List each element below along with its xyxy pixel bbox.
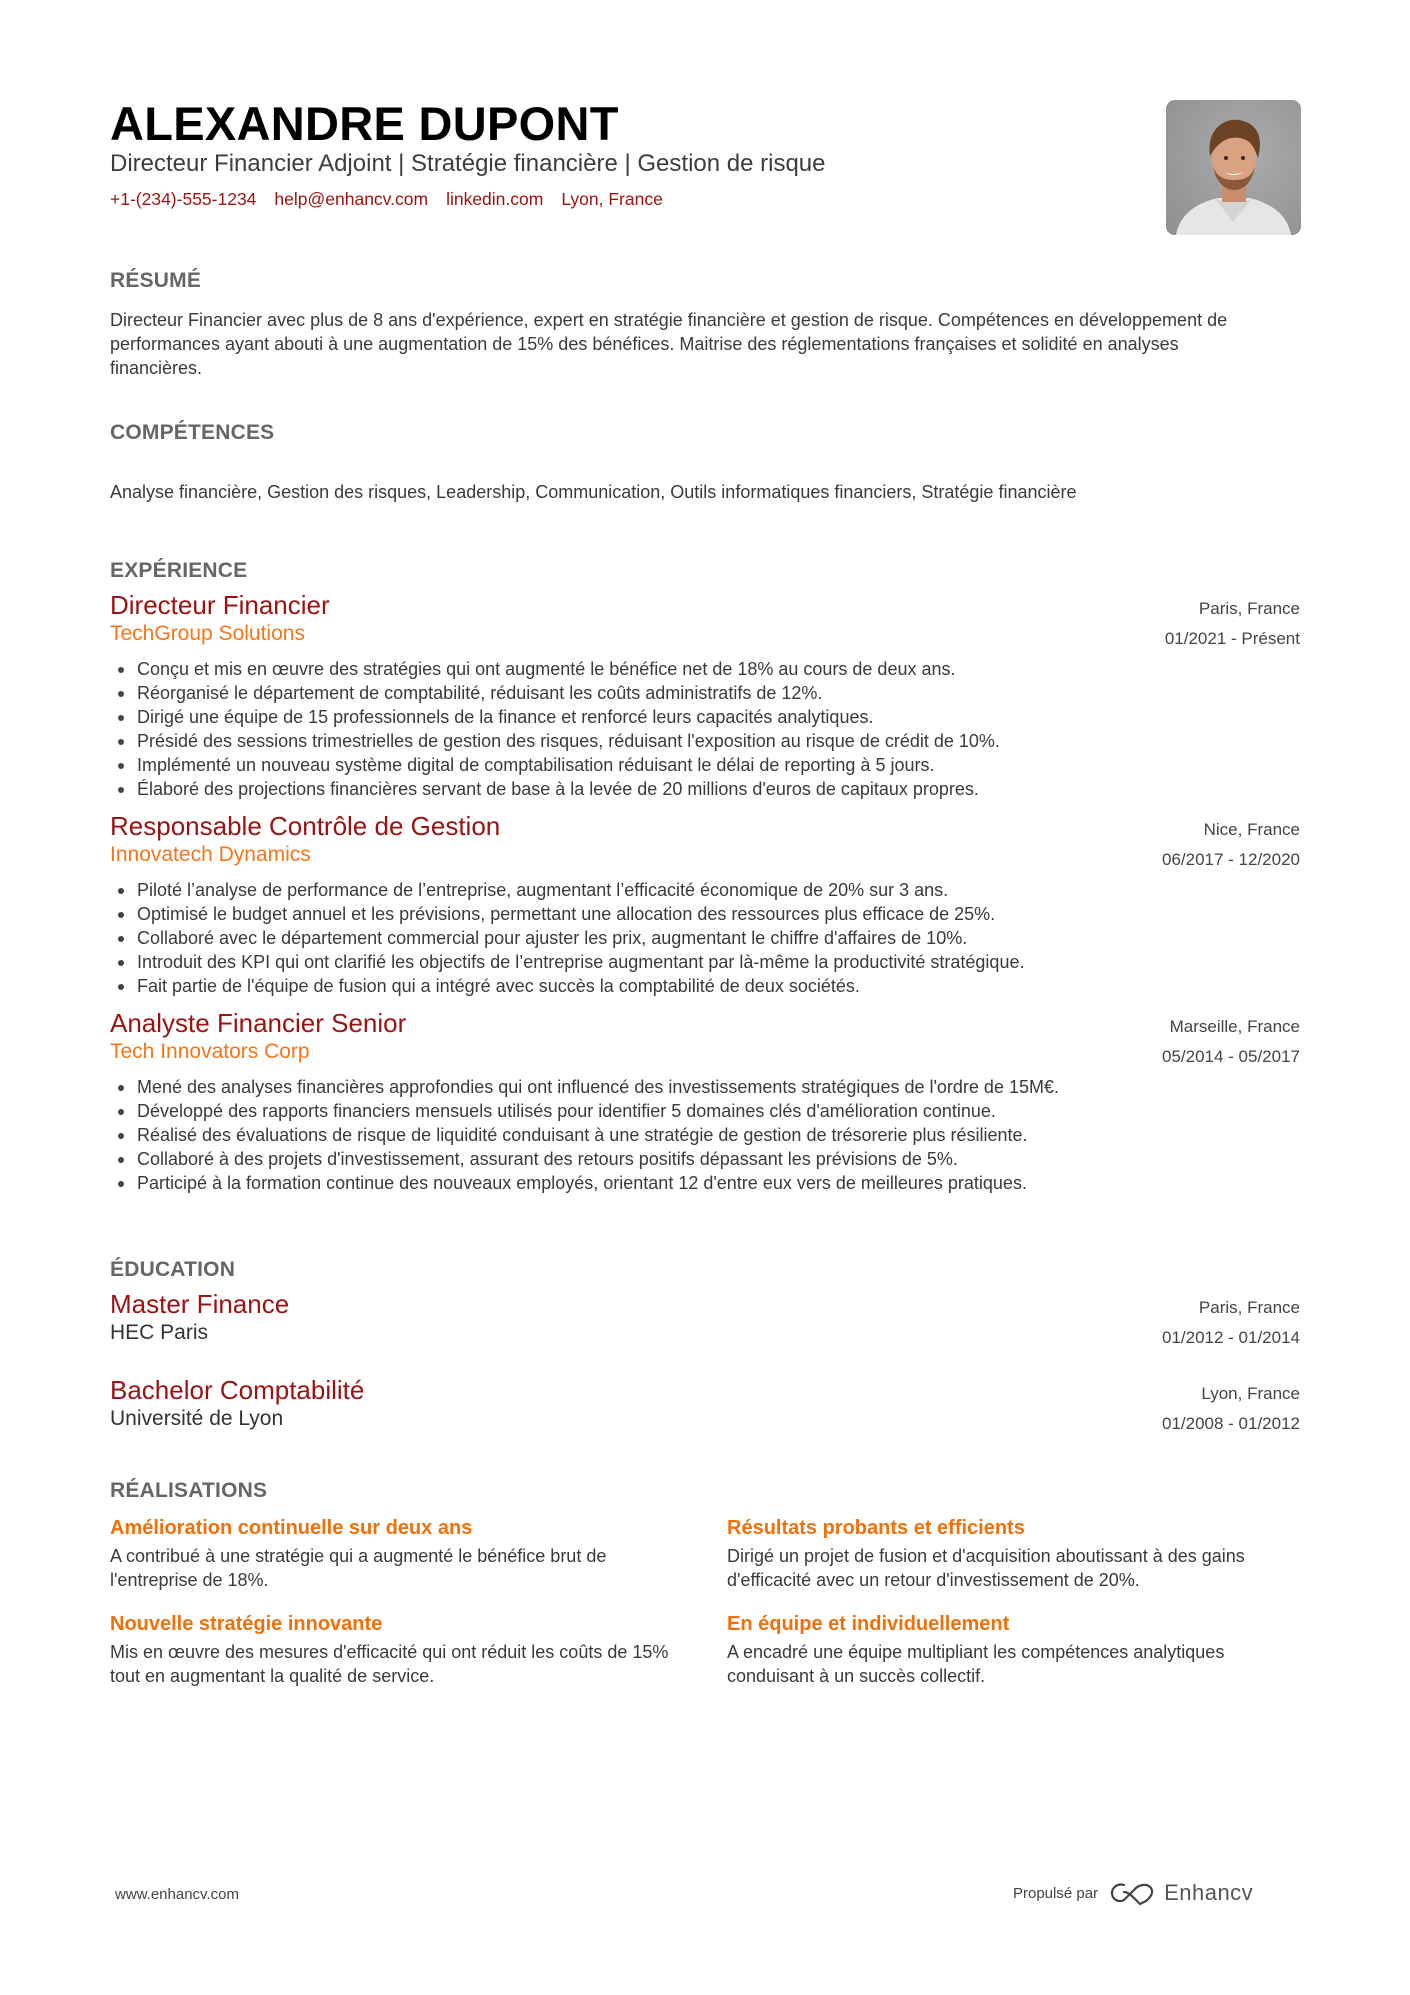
footer-website[interactable]: www.enhancv.com bbox=[115, 1886, 239, 1903]
skills-list: Analyse financière, Gestion des risques, Leadership, Communication, Outils informatiques financiers, Stratégie financière bbox=[110, 482, 1077, 502]
enhancv-logo-icon bbox=[1110, 1880, 1156, 1906]
contact-linkedin[interactable]: linkedin.com bbox=[446, 189, 544, 209]
bullet-item: Dirigé une équipe de 15 professionnels de la finance et renforcé leurs capacités analytiques. bbox=[110, 705, 1300, 729]
summary-text: Directeur Financier avec plus de 8 ans d'expérience, expert en stratégie financière et gestion de risque. Compétences en développement de performances ayant abouti à une augmentation de 15% des bénéfices. Maitrise des réglementations françaises et solidité en analyses financières. bbox=[110, 310, 1228, 378]
experience-section bbox=[110, 558, 1300, 1195]
achievement-desc: A encadré une équipe multipliant les compétences analytiques conduisant à un succès collectif. bbox=[727, 1642, 1225, 1686]
job-title: Analyste Financier Senior bbox=[110, 1008, 407, 1038]
achievement-item bbox=[110, 1610, 727, 1688]
job-title: Directeur Financier bbox=[110, 590, 330, 620]
bullet-item: Conçu et mis en œuvre des stratégies qui ont augmenté le bénéfice net de 18% au cours de deux ans. bbox=[110, 657, 1300, 681]
achievements-section bbox=[110, 1478, 1300, 1688]
achievement-title: Résultats probants et efficients bbox=[727, 1517, 1025, 1539]
school-dates: 01/2008 - 01/2012 bbox=[1161, 1414, 1300, 1433]
job-bullets bbox=[110, 1075, 1300, 1195]
bullet-item: Mené des analyses financières approfondies qui ont influencé des investissements stratégiques de l'ordre de 15M€. bbox=[110, 1075, 1300, 1099]
achievement-item bbox=[110, 1514, 727, 1592]
achievement-title: En équipe et individuellement bbox=[727, 1613, 1010, 1635]
bullet-item: Introduit des KPI qui ont clarifié les objectifs de l’entreprise augmentant par là-même la productivité stratégique. bbox=[110, 950, 1300, 974]
bullet-item: Réalisé des évaluations de risque de liquidité conduisant à une stratégie de gestion de trésorerie plus résiliente. bbox=[110, 1123, 1300, 1147]
degree-title: Bachelor Comptabilité bbox=[110, 1375, 365, 1405]
achievements-grid bbox=[110, 1514, 1300, 1688]
brand-name: Enhancv bbox=[1164, 1880, 1254, 1905]
bullet-item: Collaboré à des projets d'investissement, assurant des retours positifs dépassant les prévisions de 5%. bbox=[110, 1147, 1300, 1171]
experience-heading: EXPÉRIENCE bbox=[110, 559, 248, 582]
bullet-item: Participé à la formation continue des nouveaux employés, orientant 12 d'entre eux vers de meilleures pratiques. bbox=[110, 1171, 1300, 1195]
education-heading: ÉDUCATION bbox=[110, 1258, 236, 1281]
bullet-item: Optimisé le budget annuel et les prévisions, permettant une allocation des ressources plus efficace de 25%. bbox=[110, 902, 1300, 926]
candidate-subtitle: Directeur Financier Adjoint | Stratégie financière | Gestion de risque bbox=[110, 150, 826, 177]
bullet-item: Élaboré des projections financières servant de base à la levée de 20 millions d'euros de capitaux propres. bbox=[110, 777, 1300, 801]
school-location: Paris, France bbox=[1198, 1298, 1300, 1317]
profile-photo bbox=[1166, 100, 1301, 235]
contact-phone[interactable]: +1-(234)-555-1234 bbox=[110, 189, 257, 209]
school-name: Université de Lyon bbox=[110, 1407, 284, 1430]
job-location: Paris, France bbox=[1198, 599, 1300, 618]
powered-by-label: Propulsé par bbox=[1013, 1884, 1099, 1902]
achievement-desc: Mis en œuvre des mesures d'efficacité qui ont réduit les coûts de 15% tout en augmentant la qualité de service. bbox=[110, 1642, 669, 1686]
job-location: Nice, France bbox=[1203, 820, 1300, 839]
contact-email[interactable]: help@enhancv.com bbox=[274, 189, 429, 209]
contact-info bbox=[110, 188, 663, 210]
achievement-desc: Dirigé un projet de fusion et d'acquisition aboutissant à des gains d'efficacité avec un retour d'investissement de 20%. bbox=[727, 1546, 1245, 1590]
company-name: Innovatech Dynamics bbox=[110, 843, 311, 866]
achievement-item bbox=[727, 1610, 1300, 1688]
job-dates: 05/2014 - 05/2017 bbox=[1161, 1047, 1300, 1066]
bullet-item: Fait partie de l'équipe de fusion qui a intégré avec succès la comptabilité de deux sociétés. bbox=[110, 974, 1300, 998]
summary-section bbox=[110, 268, 1300, 380]
experience-entry bbox=[110, 590, 1300, 801]
bullet-item: Implémenté un nouveau système digital de comptabilisation réduisant le délai de reporting à 5 jours. bbox=[110, 753, 1300, 777]
resume-page bbox=[110, 0, 1300, 1686]
skills-heading: COMPÉTENCES bbox=[110, 421, 275, 444]
contact-location: Lyon, France bbox=[561, 189, 663, 209]
education-entry bbox=[110, 1375, 1300, 1439]
job-bullets bbox=[110, 657, 1300, 801]
achievement-title: Nouvelle stratégie innovante bbox=[110, 1613, 383, 1635]
summary-heading: RÉSUMÉ bbox=[110, 269, 202, 292]
school-name: HEC Paris bbox=[110, 1321, 209, 1344]
company-name: Tech Innovators Corp bbox=[110, 1040, 310, 1063]
portrait-icon bbox=[1166, 100, 1301, 235]
bullet-item: Réorganisé le département de comptabilité, réduisant les coûts administratifs de 12%. bbox=[110, 681, 1300, 705]
bullet-item: Développé des rapports financiers mensuels utilisés pour identifier 5 domaines clés d'amélioration continue. bbox=[110, 1099, 1300, 1123]
skills-section bbox=[110, 420, 1300, 504]
job-dates: 01/2021 - Présent bbox=[1164, 629, 1300, 648]
experience-entry bbox=[110, 811, 1300, 998]
company-name: TechGroup Solutions bbox=[110, 622, 305, 645]
job-location: Marseille, France bbox=[1169, 1017, 1300, 1036]
achievement-title: Amélioration continuelle sur deux ans bbox=[110, 1517, 473, 1539]
bullet-item: Présidé des sessions trimestrielles de gestion des risques, réduisant l'exposition au risque de crédit de 10%. bbox=[110, 729, 1300, 753]
footer-branding bbox=[1013, 1880, 1253, 1906]
job-bullets bbox=[110, 878, 1300, 998]
school-dates: 01/2012 - 01/2014 bbox=[1161, 1328, 1300, 1347]
education-section bbox=[110, 1257, 1300, 1439]
degree-title: Master Finance bbox=[110, 1289, 290, 1319]
candidate-name: ALEXANDRE DUPONT bbox=[110, 97, 619, 150]
bullet-item: Piloté l’analyse de performance de l’entreprise, augmentant l’efficacité économique de 20% sur 3 ans. bbox=[110, 878, 1300, 902]
header bbox=[110, 0, 1300, 250]
job-title: Responsable Contrôle de Gestion bbox=[110, 811, 501, 841]
job-dates: 06/2017 - 12/2020 bbox=[1161, 850, 1300, 869]
school-location: Lyon, France bbox=[1201, 1384, 1300, 1403]
experience-entry bbox=[110, 1008, 1300, 1195]
education-entry bbox=[110, 1289, 1300, 1353]
brand-link[interactable] bbox=[1110, 1880, 1253, 1906]
bullet-item: Collaboré avec le département commercial pour ajuster les prix, augmentant le chiffre d'affaires de 10%. bbox=[110, 926, 1300, 950]
achievement-item bbox=[727, 1514, 1300, 1592]
achievements-heading: RÉALISATIONS bbox=[110, 1479, 268, 1502]
achievement-desc: A contribué à une stratégie qui a augmenté le bénéfice brut de l'entreprise de 18%. bbox=[110, 1546, 607, 1590]
